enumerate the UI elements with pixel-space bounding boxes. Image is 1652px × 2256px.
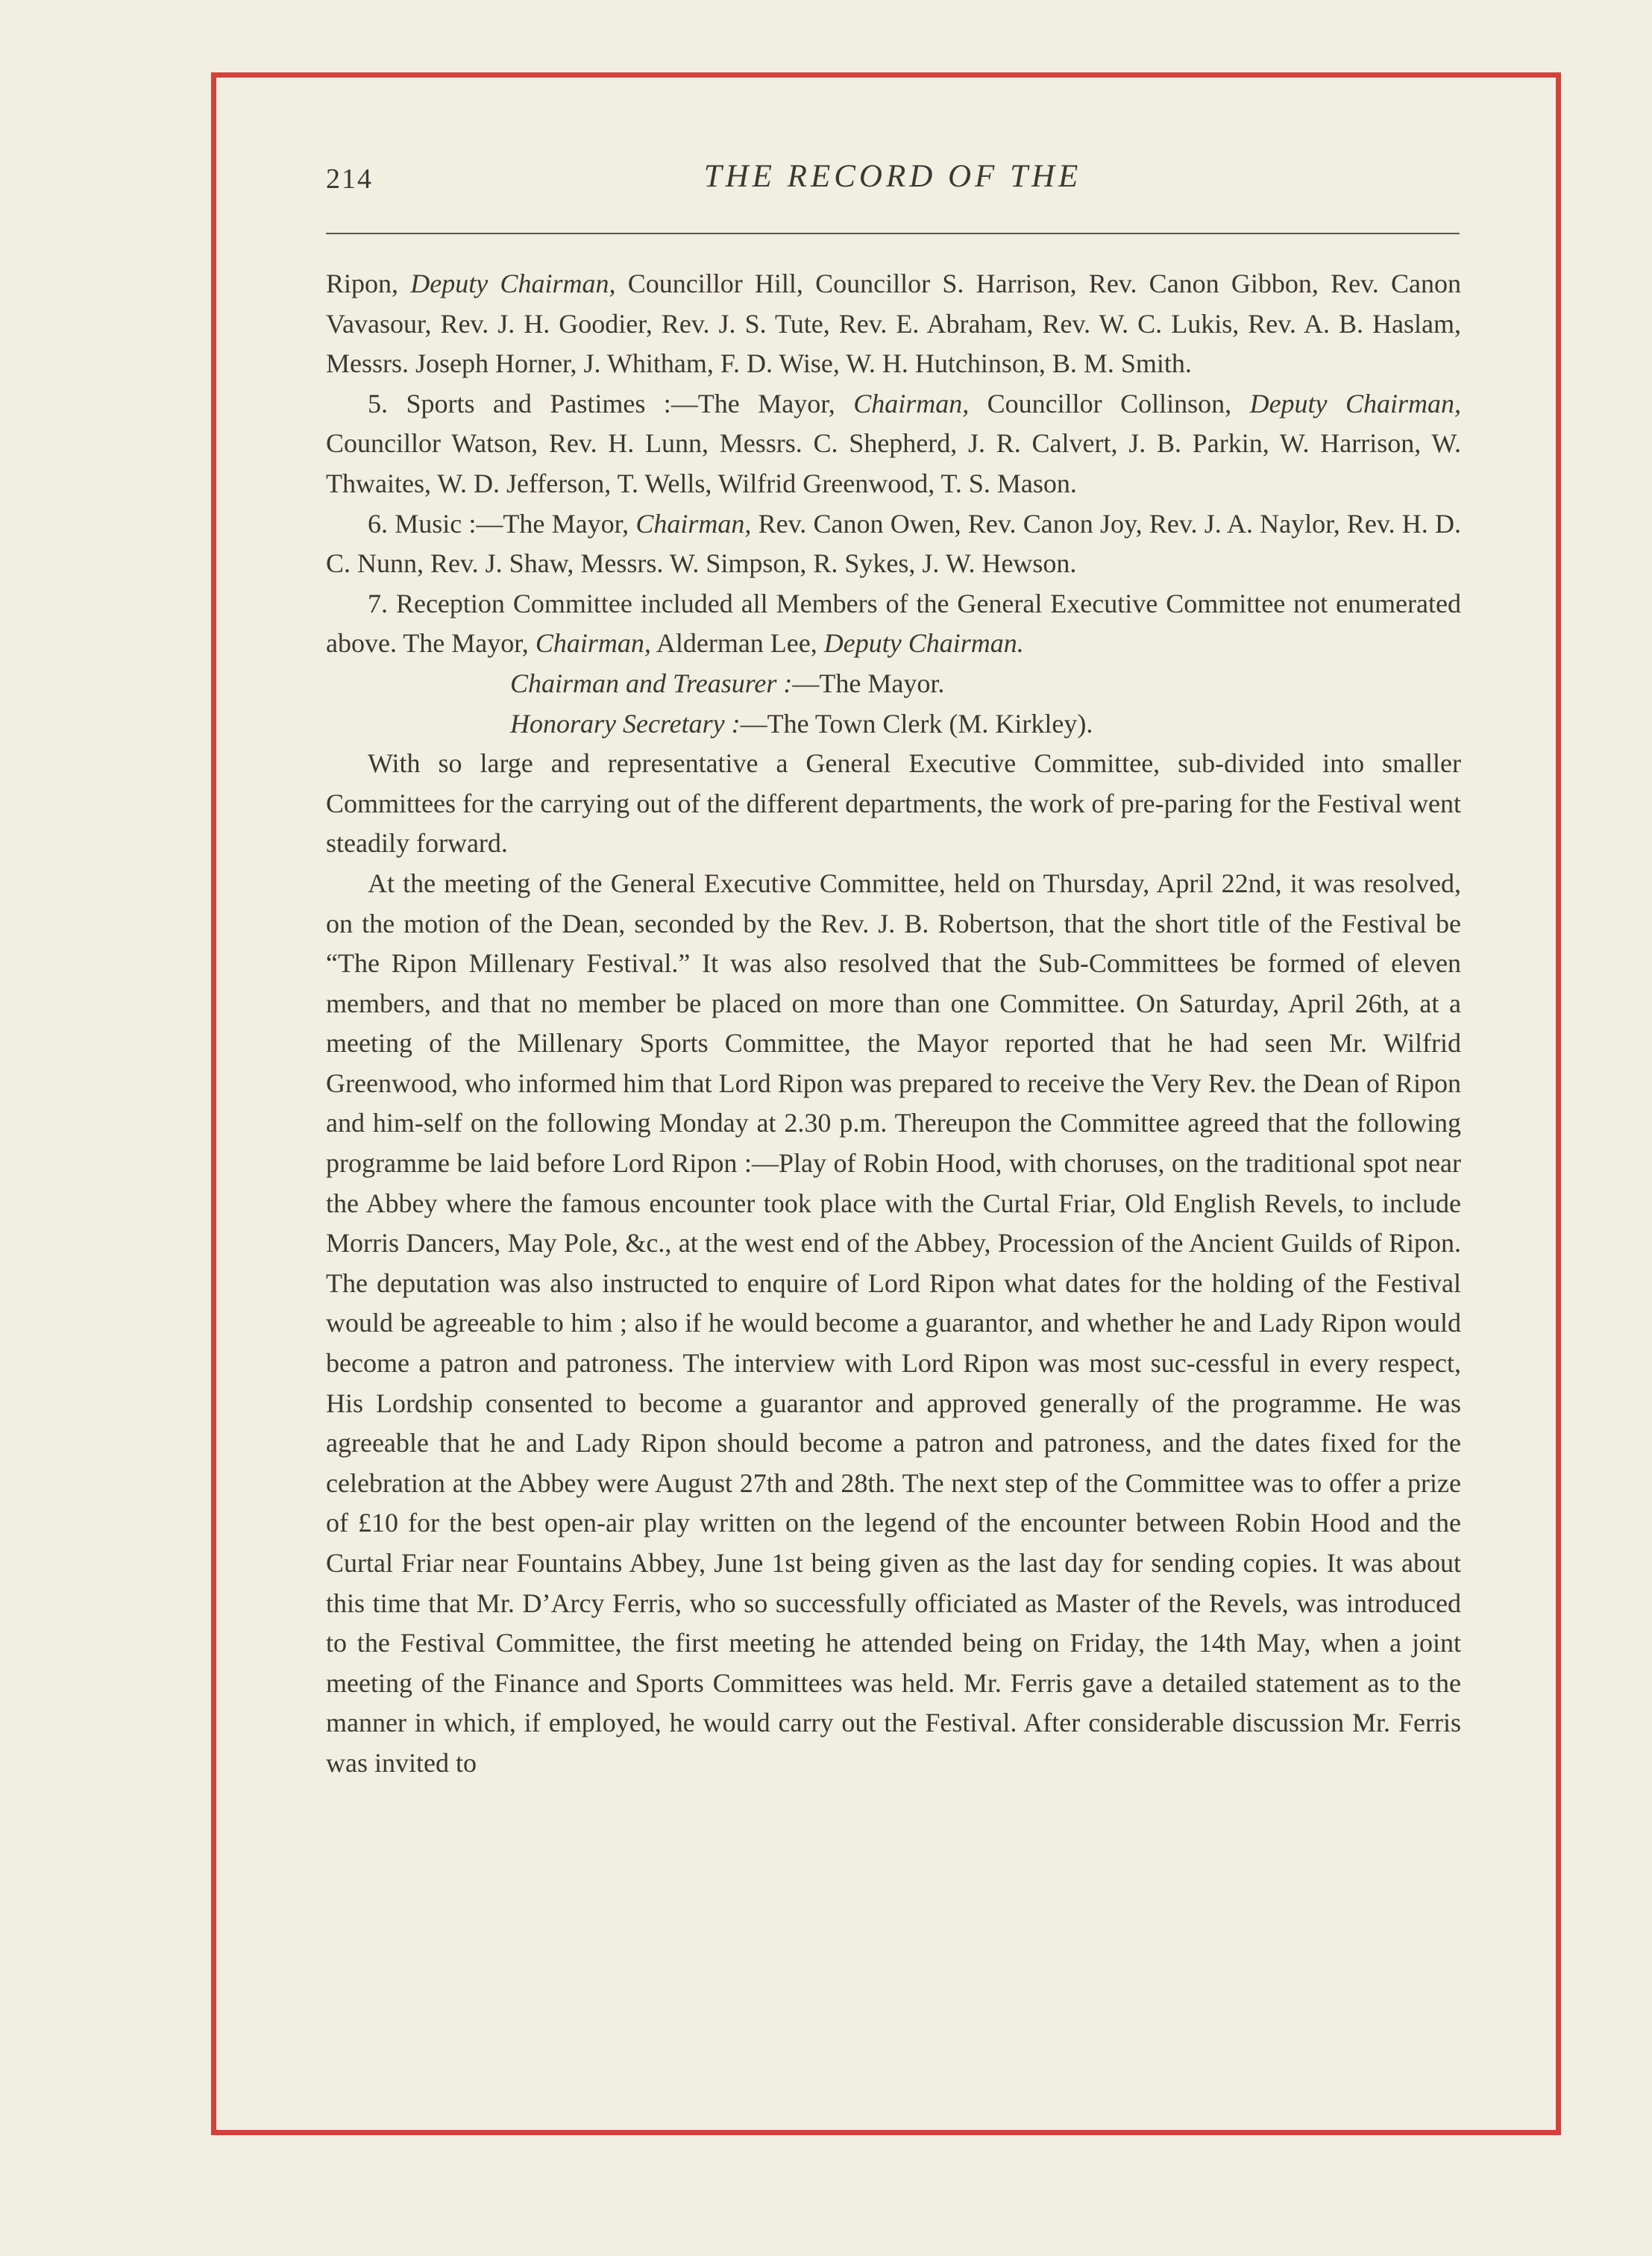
text-run: Rev. Canon Owen, Rev. Canon Joy, Rev. J. A. Naylor, Rev. H. D. C. Nunn, Rev. J. Shaw, Messrs. W. Simpson, R. Sykes, J. W. Hewson. <box>326 508 1461 579</box>
italic-text-run: Chairman and Treasurer : <box>510 668 793 698</box>
paragraph-music <box>326 504 1461 584</box>
italic-text-run: Deputy Chairman, <box>410 269 616 298</box>
text-run: 5. Sports and Pastimes :—The Mayor, <box>368 388 854 419</box>
text-run: Alderman Lee, <box>650 628 824 659</box>
text-run: Councillor Hill, Councillor S. Harrison, Rev. Canon Gibbon, Rev. Canon Vavasour, Rev. J. H. Goodier, Rev. J. S. Tute, Rev. E. Abraham, Rev. W. C. Lukis, Rev. A. B. Haslam, Messrs. Joseph Horner, J. Whitham, F. D. Wise, W. H. Hutchinson, B. M. Smith. <box>326 269 1462 379</box>
paragraph-committee-continued <box>326 264 1461 384</box>
italic-text-run: Chairman, <box>635 508 752 539</box>
line-chairman-treasurer <box>326 664 1461 704</box>
paragraph-general-meeting: At the meeting of the General Executive Committee, held on Thursday, April 22nd, it was resolved, on the motion of the Dean, seconded by the Rev. J. B. Robertson, that the short title of the Festival be “The Ripon Millenary Festival.” It was also resolved that the Sub-Committees be formed of eleven members, and that no member be placed on more than one Committee. On Saturday, April 26th, at a meeting of the Millenary Sports Committee, the Mayor reported that he had seen Mr. Wilfrid Greenwood, who informed him that Lord Ripon was prepared to receive the Very Rev. the Dean of Ripon and him-self on the following Monday at 2.30 p.m. Thereupon the Committee agreed that the following programme be laid before Lord Ripon :—Play of Robin Hood, with choruses, on the traditional spot near the Abbey where the famous encounter took place with the Curtal Friar, Old English Revels, to include Morris Dancers, May Pole, &c., at the west end of the Abbey, Procession of the Ancient Guilds of Ripon. The deputation was also instructed to enquire of Lord Ripon what dates for the holding of the Festival would be agreeable to him ; also if he would become a guarantor, and whether he and Lady Ripon would become a patron and patroness. The interview with Lord Ripon was most suc-cessful in every respect, His Lordship consented to become a guarantor and approved generally of the programme. He was agreeable that he and Lady Ripon should become a patron and patroness, and the dates fixed for the celebration at the Abbey were August 27th and 28th. The next step of the Committee was to offer a prize of £10 for the best open-air play written on the legend of the encounter between Robin Hood and the Curtal Friar near Fountains Abbey, June 1st being given as the last day for sending copies. It was about this time that Mr. D’Arcy Ferris, who so successfully officiated as Master of the Revels, was introduced to the Festival Committee, the first meeting he attended being on Friday, the 14th May, when a joint meeting of the Finance and Sports Committees was held. Mr. Ferris gave a detailed statement as to the manner in which, if employed, he would carry out the Festival. After considerable discussion Mr. Ferris was invited to <box>326 868 1461 1778</box>
italic-text-run: Honorary Secretary : <box>510 708 741 739</box>
paragraph-executive-committee: With so large and representative a General Executive Committee, sub-divided into smaller Committees for the carrying out of the different departments, the work of pre-paring for the Festival went steadily forward. <box>326 748 1461 859</box>
text-run: Councillor Watson, Rev. H. Lunn, Messrs. C. Shepherd, J. R. Calvert, J. B. Parkin, W. Harrison, W. Thwaites, W. D. Jefferson, T. Wells, Wilfrid Greenwood, T. S. Mason. <box>326 428 1461 498</box>
text-run: —The Mayor. <box>792 668 945 698</box>
paragraph-sports-and-pastimes <box>326 384 1461 504</box>
text-run: Ripon, <box>326 269 411 298</box>
running-title: THE RECORD OF THE <box>703 159 1082 194</box>
italic-text-run: Chairman, <box>853 388 970 419</box>
body-text <box>326 264 1461 1784</box>
text-run: 7. Reception Committee included all Members of the General Executive Committee not enumerated above. The Mayor, <box>326 588 1461 659</box>
line-honorary-secretary <box>326 704 1461 745</box>
text-run: —The Town Clerk (M. Kirkley). <box>740 708 1093 739</box>
italic-text-run: Deputy Chairman, <box>1249 388 1462 419</box>
page-header <box>326 158 1460 203</box>
page-number: 214 <box>326 163 373 195</box>
italic-text-run: Chairman, <box>535 628 651 659</box>
text-run: Councillor Collinson, <box>969 388 1250 419</box>
header-rule <box>326 233 1460 234</box>
text-run: 6. Music :—The Mayor, <box>368 508 636 539</box>
paragraph-reception-committee <box>326 584 1461 664</box>
italic-text-run: Deputy Chairman. <box>823 628 1024 659</box>
